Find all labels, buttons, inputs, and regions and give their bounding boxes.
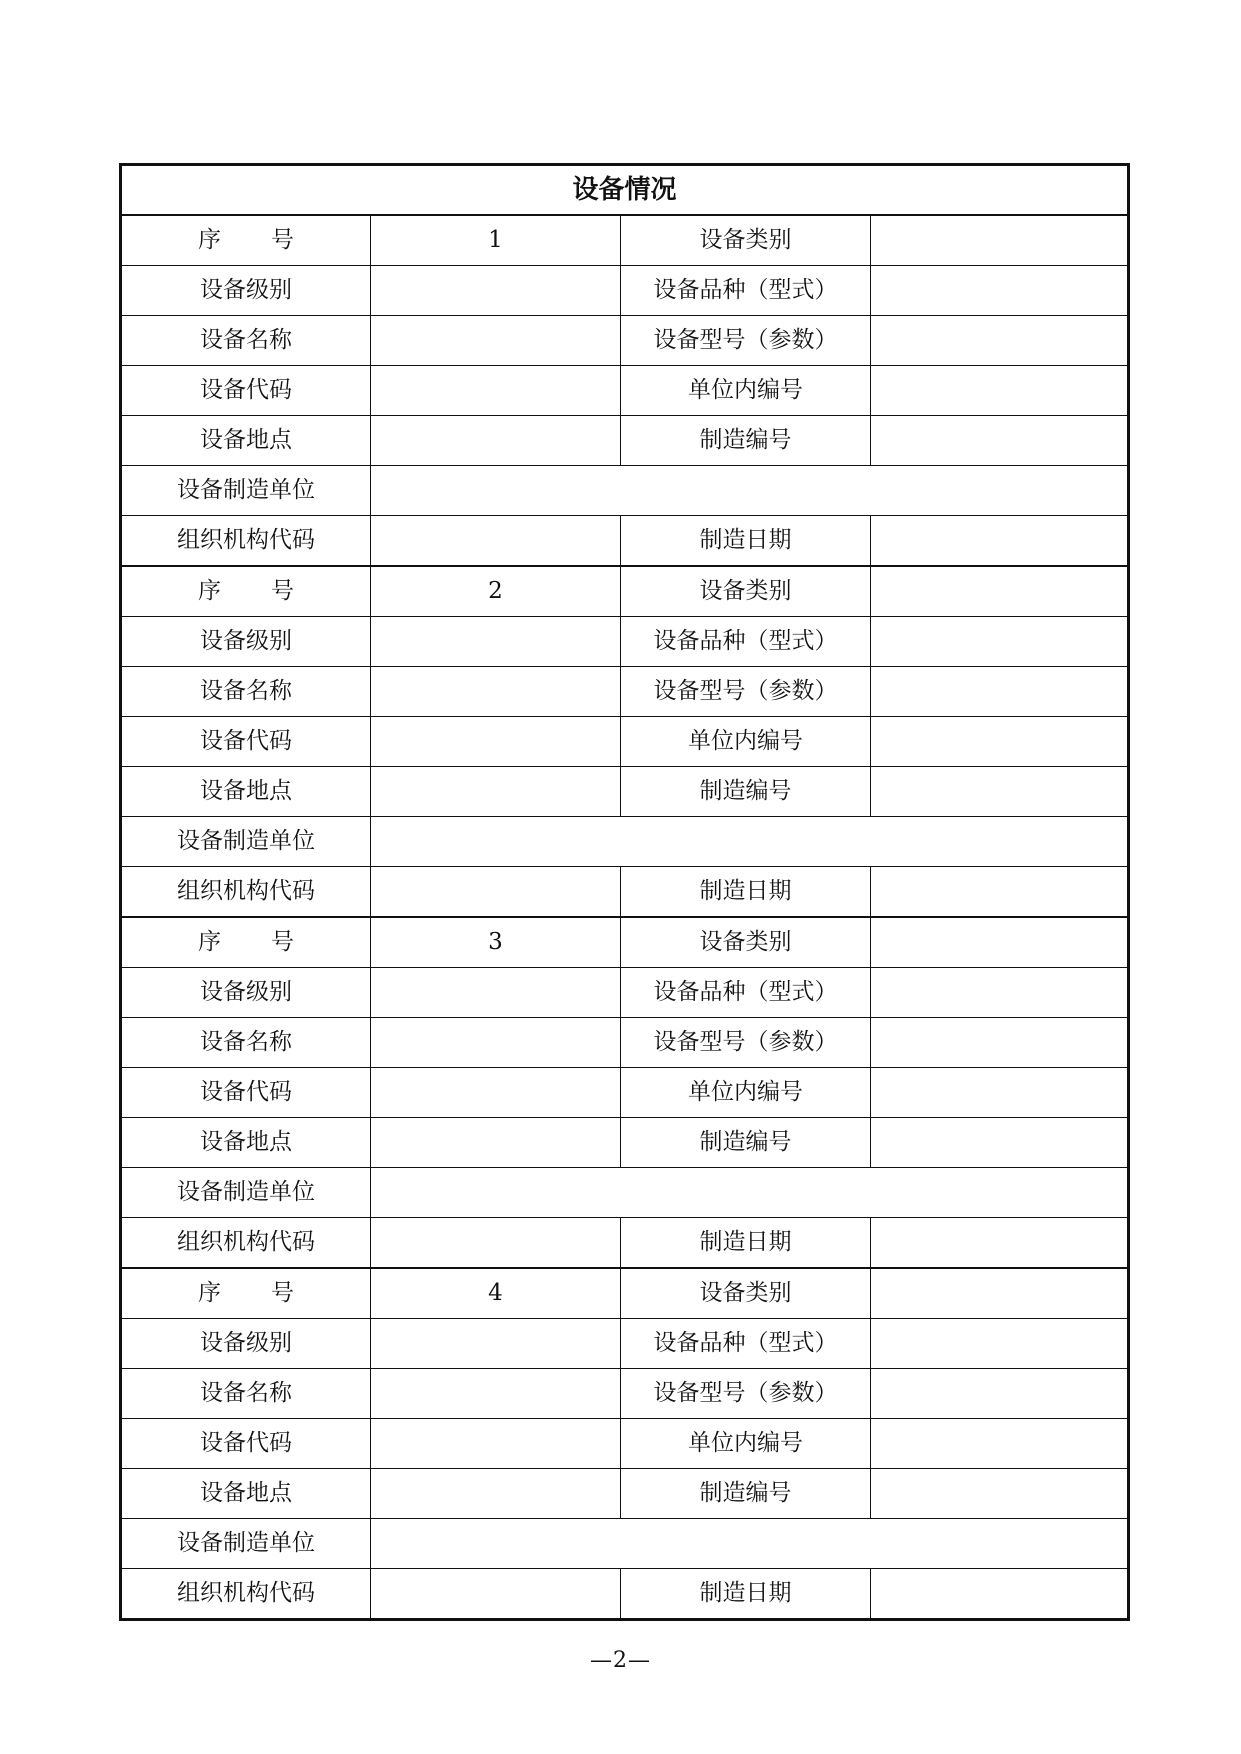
group-1-level-field[interactable] [371,266,621,316]
group-1-name-field[interactable] [371,316,621,366]
group-4-seq-value: 4 [371,1268,621,1319]
group-1-name-row [121,316,1129,366]
group-2-seq-label [121,566,371,617]
group-1-name-label: 设备名称 [121,316,371,366]
group-3-level-row [121,968,1129,1018]
group-4-location-row [121,1469,1129,1519]
group-3-variety-label: 设备品种（型式） [621,968,871,1018]
group-2-model-label: 设备型号（参数） [621,667,871,717]
group-1-manufacturer-row [121,466,1129,516]
group-4-org-code-label: 组织机构代码 [121,1569,371,1620]
group-1-org-code-label: 组织机构代码 [121,516,371,567]
group-3-variety-field[interactable] [871,968,1129,1018]
group-3-location-row [121,1118,1129,1168]
group-2-category-field[interactable] [871,566,1129,617]
group-3-code-label: 设备代码 [121,1068,371,1118]
group-4-internal-no-label: 单位内编号 [621,1419,871,1469]
group-2-variety-field[interactable] [871,617,1129,667]
group-4-location-label: 设备地点 [121,1469,371,1519]
group-3-manufacturer-field[interactable] [371,1168,1129,1218]
group-2-variety-label: 设备品种（型式） [621,617,871,667]
group-1-category-label: 设备类别 [621,215,871,266]
group-1-variety-label: 设备品种（型式） [621,266,871,316]
group-2-seq-row [121,566,1129,617]
group-3-level-label: 设备级别 [121,968,371,1018]
group-1-manufacturer-label: 设备制造单位 [121,466,371,516]
group-1-location-label: 设备地点 [121,416,371,466]
group-3-org-code-row [121,1218,1129,1269]
group-3-name-field[interactable] [371,1018,621,1068]
group-2-manufacturer-field[interactable] [371,817,1129,867]
group-1-location-field[interactable] [371,416,621,466]
group-3-category-field[interactable] [871,917,1129,968]
group-4-org-code-row [121,1569,1129,1620]
group-3-internal-no-label: 单位内编号 [621,1068,871,1118]
group-4-manufacturer-row [121,1519,1129,1569]
page-number: —2— [590,1648,651,1673]
group-3-seq-label-char-1: 序 [198,929,221,955]
group-1-seq-label-char-2: 号 [271,227,294,253]
group-4-manufacturer-label: 设备制造单位 [121,1519,371,1569]
group-2-name-field[interactable] [371,667,621,717]
group-4-seq-label [121,1268,371,1319]
group-3-level-field[interactable] [371,968,621,1018]
group-3-serial-field[interactable] [871,1118,1129,1168]
group-2-name-label: 设备名称 [121,667,371,717]
group-2-internal-no-label: 单位内编号 [621,717,871,767]
group-4-internal-no-field[interactable] [871,1419,1129,1469]
group-1-seq-label-text [198,229,294,252]
group-3-location-label: 设备地点 [121,1118,371,1168]
group-3-seq-label-text [198,931,294,954]
group-1-org-code-field[interactable] [371,516,621,567]
group-3-code-row [121,1068,1129,1118]
group-2-level-label: 设备级别 [121,617,371,667]
group-3-date-label: 制造日期 [621,1218,871,1269]
group-1-code-label: 设备代码 [121,366,371,416]
group-2-manufacturer-label: 设备制造单位 [121,817,371,867]
group-3-date-field[interactable] [871,1218,1129,1269]
group-1-date-label: 制造日期 [621,516,871,567]
group-4-date-field[interactable] [871,1569,1129,1620]
group-3-seq-label-char-2: 号 [271,929,294,955]
group-4-level-row [121,1319,1129,1369]
equipment-form [119,163,1127,1621]
group-4-manufacturer-field[interactable] [371,1519,1129,1569]
group-4-level-field[interactable] [371,1319,621,1369]
group-1-date-field[interactable] [871,516,1129,567]
group-4-location-field[interactable] [371,1469,621,1519]
group-4-seq-label-char-1: 序 [198,1280,221,1306]
group-4-code-label: 设备代码 [121,1419,371,1469]
group-3-name-row [121,1018,1129,1068]
group-3-category-label: 设备类别 [621,917,871,968]
group-4-variety-field[interactable] [871,1319,1129,1369]
group-2-date-label: 制造日期 [621,867,871,918]
title-row [121,165,1129,216]
group-3-org-code-label: 组织机构代码 [121,1218,371,1269]
equipment-table [119,163,1130,1621]
group-4-serial-label: 制造编号 [621,1469,871,1519]
group-4-model-label: 设备型号（参数） [621,1369,871,1419]
group-3-name-label: 设备名称 [121,1018,371,1068]
group-3-model-label: 设备型号（参数） [621,1018,871,1068]
group-2-serial-field[interactable] [871,767,1129,817]
group-3-seq-label [121,917,371,968]
group-1-seq-row [121,215,1129,266]
group-4-code-field[interactable] [371,1419,621,1469]
group-2-model-field[interactable] [871,667,1129,717]
group-1-internal-no-field[interactable] [871,366,1129,416]
group-4-category-field[interactable] [871,1268,1129,1319]
group-2-name-row [121,667,1129,717]
group-2-level-field[interactable] [371,617,621,667]
group-1-manufacturer-field[interactable] [371,466,1129,516]
group-3-seq-row [121,917,1129,968]
group-2-code-label: 设备代码 [121,717,371,767]
group-1-code-field[interactable] [371,366,621,416]
group-2-code-row [121,717,1129,767]
group-1-seq-value: 1 [371,215,621,266]
group-2-code-field[interactable] [371,717,621,767]
group-4-name-label: 设备名称 [121,1369,371,1419]
group-2-manufacturer-row [121,817,1129,867]
group-1-location-row [121,416,1129,466]
group-4-seq-row [121,1268,1129,1319]
group-2-seq-value: 2 [371,566,621,617]
group-3-code-field[interactable] [371,1068,621,1118]
group-4-variety-label: 设备品种（型式） [621,1319,871,1369]
group-1-seq-label [121,215,371,266]
group-4-category-label: 设备类别 [621,1268,871,1319]
group-1-model-label: 设备型号（参数） [621,316,871,366]
group-1-serial-field[interactable] [871,416,1129,466]
group-3-serial-label: 制造编号 [621,1118,871,1168]
group-2-org-code-row [121,867,1129,918]
group-4-name-row [121,1369,1129,1419]
group-1-internal-no-label: 单位内编号 [621,366,871,416]
group-2-org-code-label: 组织机构代码 [121,867,371,918]
group-3-org-code-field[interactable] [371,1218,621,1269]
group-1-category-field[interactable] [871,215,1129,266]
group-2-seq-label-char-1: 序 [198,578,221,604]
group-2-seq-label-text [198,580,294,603]
group-4-model-field[interactable] [871,1369,1129,1419]
group-3-model-field[interactable] [871,1018,1129,1068]
group-2-category-label: 设备类别 [621,566,871,617]
group-4-seq-label-text [198,1282,294,1305]
equipment-table-body [121,165,1129,1620]
group-4-name-field[interactable] [371,1369,621,1419]
group-4-date-label: 制造日期 [621,1569,871,1620]
group-4-org-code-field[interactable] [371,1569,621,1620]
group-2-level-row [121,617,1129,667]
group-3-manufacturer-row [121,1168,1129,1218]
group-2-internal-no-field[interactable] [871,717,1129,767]
group-1-org-code-row [121,516,1129,567]
group-3-location-field[interactable] [371,1118,621,1168]
group-2-location-field[interactable] [371,767,621,817]
group-1-variety-field[interactable] [871,266,1129,316]
table-title: 设备情况 [121,165,1129,216]
group-3-manufacturer-label: 设备制造单位 [121,1168,371,1218]
group-3-internal-no-field[interactable] [871,1068,1129,1118]
group-2-serial-label: 制造编号 [621,767,871,817]
group-4-level-label: 设备级别 [121,1319,371,1369]
group-1-seq-label-char-1: 序 [198,227,221,253]
group-4-serial-field[interactable] [871,1469,1129,1519]
group-3-seq-value: 3 [371,917,621,968]
group-2-org-code-field[interactable] [371,867,621,918]
group-2-date-field[interactable] [871,867,1129,918]
group-2-seq-label-char-2: 号 [271,578,294,604]
group-1-serial-label: 制造编号 [621,416,871,466]
group-1-code-row [121,366,1129,416]
group-2-location-row [121,767,1129,817]
group-2-location-label: 设备地点 [121,767,371,817]
group-1-model-field[interactable] [871,316,1129,366]
group-4-seq-label-char-2: 号 [271,1280,294,1306]
group-1-level-row [121,266,1129,316]
group-1-level-label: 设备级别 [121,266,371,316]
group-4-code-row [121,1419,1129,1469]
